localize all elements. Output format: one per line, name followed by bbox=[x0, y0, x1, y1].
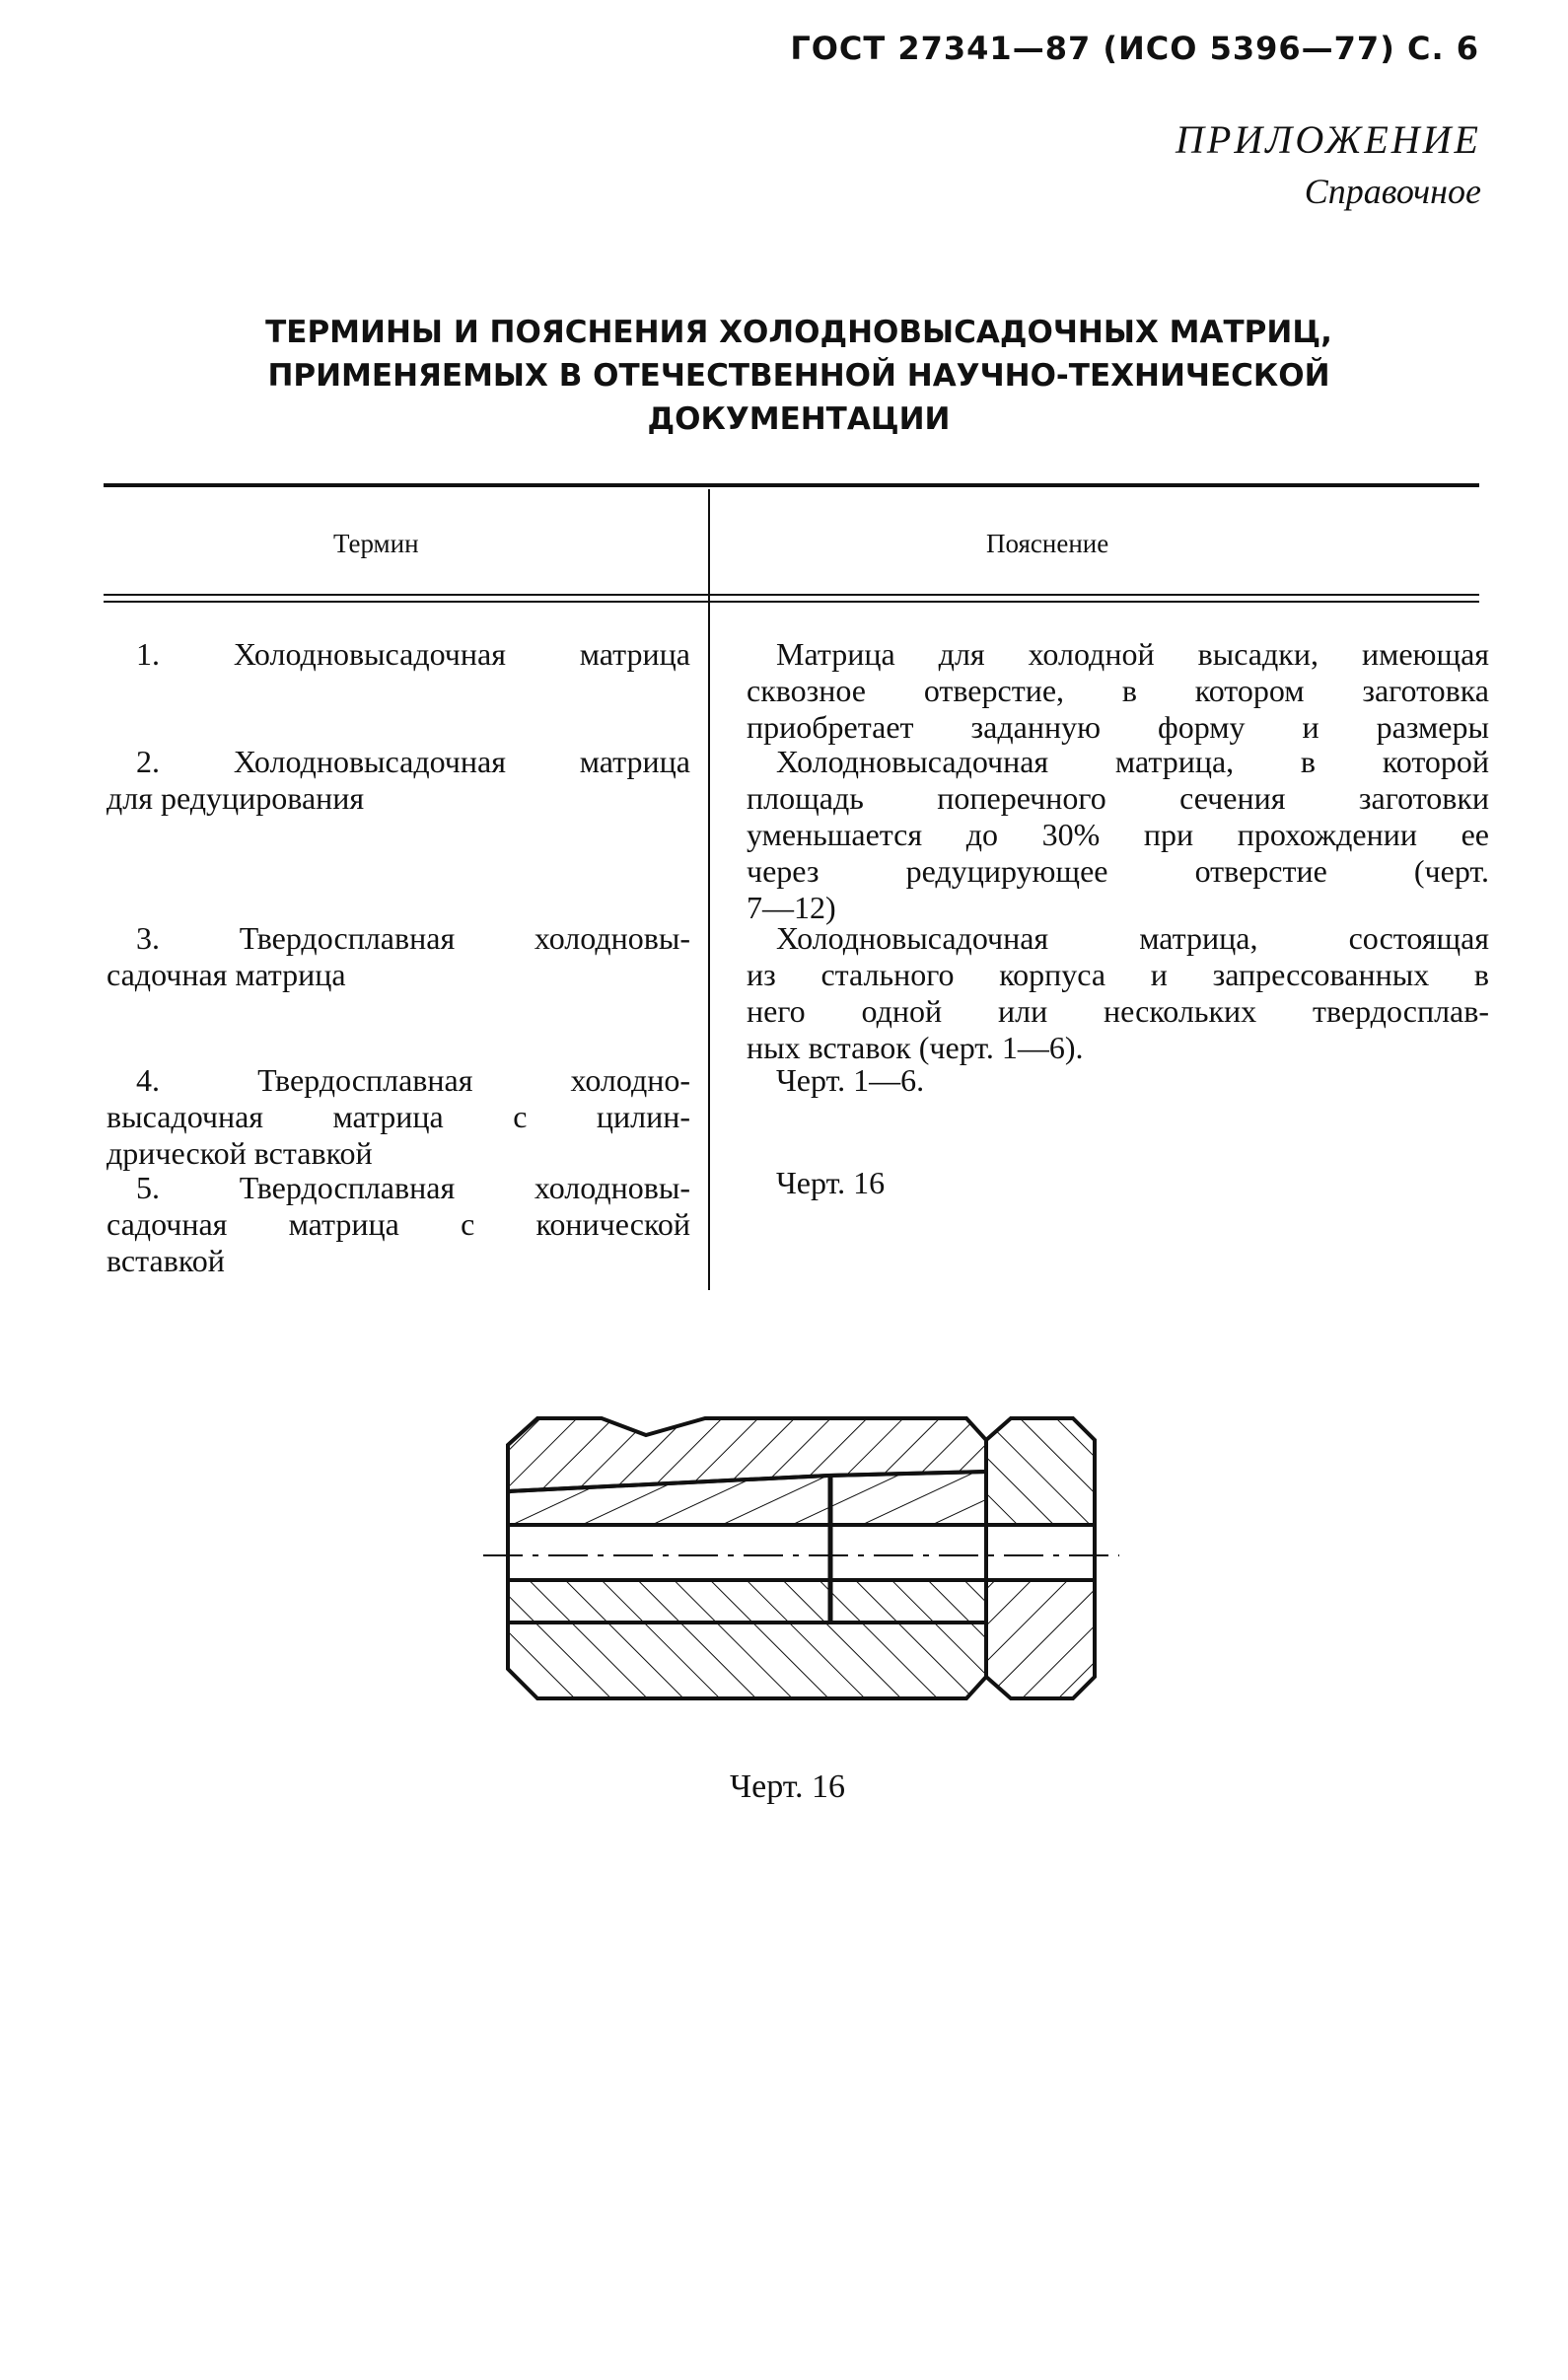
explanation-line: Черт. 16 bbox=[776, 1165, 886, 1200]
appendix-type: Справочное bbox=[1304, 172, 1481, 211]
term-line: высадочная матрица с цилин- bbox=[107, 1099, 690, 1134]
term-line: 4. Твердосплавная холодно- bbox=[136, 1062, 690, 1098]
term-line: дрической вставкой bbox=[107, 1135, 373, 1171]
term-line: садочная матрица с конической bbox=[107, 1206, 690, 1242]
die-bore bbox=[508, 1525, 986, 1580]
term-1-line: 1. Холодновысадочная матрица bbox=[136, 636, 690, 672]
explanation-line: 7—12) bbox=[747, 890, 836, 925]
term-line: для редуцирования bbox=[107, 780, 365, 816]
ring-bore bbox=[986, 1525, 1095, 1580]
term-line: 5. Твердосплавная холодновы- bbox=[136, 1170, 690, 1205]
case-bottom-section bbox=[508, 1623, 986, 1698]
explanation-line: приобретает заданную форму и размеры bbox=[747, 709, 1489, 745]
term-line: 3. Твердосплавная холодновы- bbox=[136, 920, 690, 956]
column-header-explanation: Пояснение bbox=[986, 529, 1109, 558]
column-header-term: Термин bbox=[333, 529, 419, 558]
figure-caption: Черт. 16 bbox=[730, 1768, 846, 1805]
title-line-3: ДОКУМЕНТАЦИИ bbox=[647, 401, 951, 437]
explanation-line: уменьшается до 30% при прохождении ее bbox=[747, 817, 1489, 852]
explanation-line: через редуцирующее отверстие (черт. bbox=[747, 853, 1489, 889]
title-line-2: ПРИМЕНЯЕМЫХ В ОТЕЧЕСТВЕННОЙ НАУЧНО-ТЕХНИЧЕСКОЙ bbox=[267, 358, 1330, 394]
explanation-line: него одной или нескольких твердосплав- bbox=[747, 993, 1489, 1029]
insert-bottom-section bbox=[508, 1580, 986, 1623]
ring-top-section bbox=[986, 1418, 1095, 1525]
explanation-line: Холодновысадочная матрица, состоящая bbox=[776, 920, 1489, 956]
explanation-line: из стального корпуса и запрессованных в bbox=[747, 957, 1489, 992]
appendix-label: ПРИЛОЖЕНИЕ bbox=[1176, 117, 1481, 162]
document-header: ГОСТ 27341—87 (ИСО 5396—77) С. 6 bbox=[790, 30, 1479, 67]
title-line-1: ТЕРМИНЫ И ПОЯСНЕНИЯ ХОЛОДНОВЫСАДОЧНЫХ МАТРИЦ, bbox=[265, 315, 1332, 350]
term-line: 2. Холодновысадочная матрица bbox=[136, 744, 690, 779]
ring-bottom-section bbox=[986, 1580, 1095, 1698]
term-line: вставкой bbox=[107, 1243, 225, 1278]
explanation-line: ных вставок (черт. 1—6). bbox=[747, 1030, 1084, 1065]
explanation-line: Матрица для холодной высадки, имеющая bbox=[776, 636, 1489, 672]
explanation-line: Черт. 1—6. bbox=[776, 1062, 925, 1098]
explanation-line: площадь поперечного сечения заготовки bbox=[747, 780, 1489, 816]
explanation-line: сквозное отверстие, в котором заготовка bbox=[747, 673, 1489, 708]
term-line: садочная матрица bbox=[107, 957, 346, 992]
explanation-line: Холодновысадочная матрица, в которой bbox=[776, 744, 1489, 779]
